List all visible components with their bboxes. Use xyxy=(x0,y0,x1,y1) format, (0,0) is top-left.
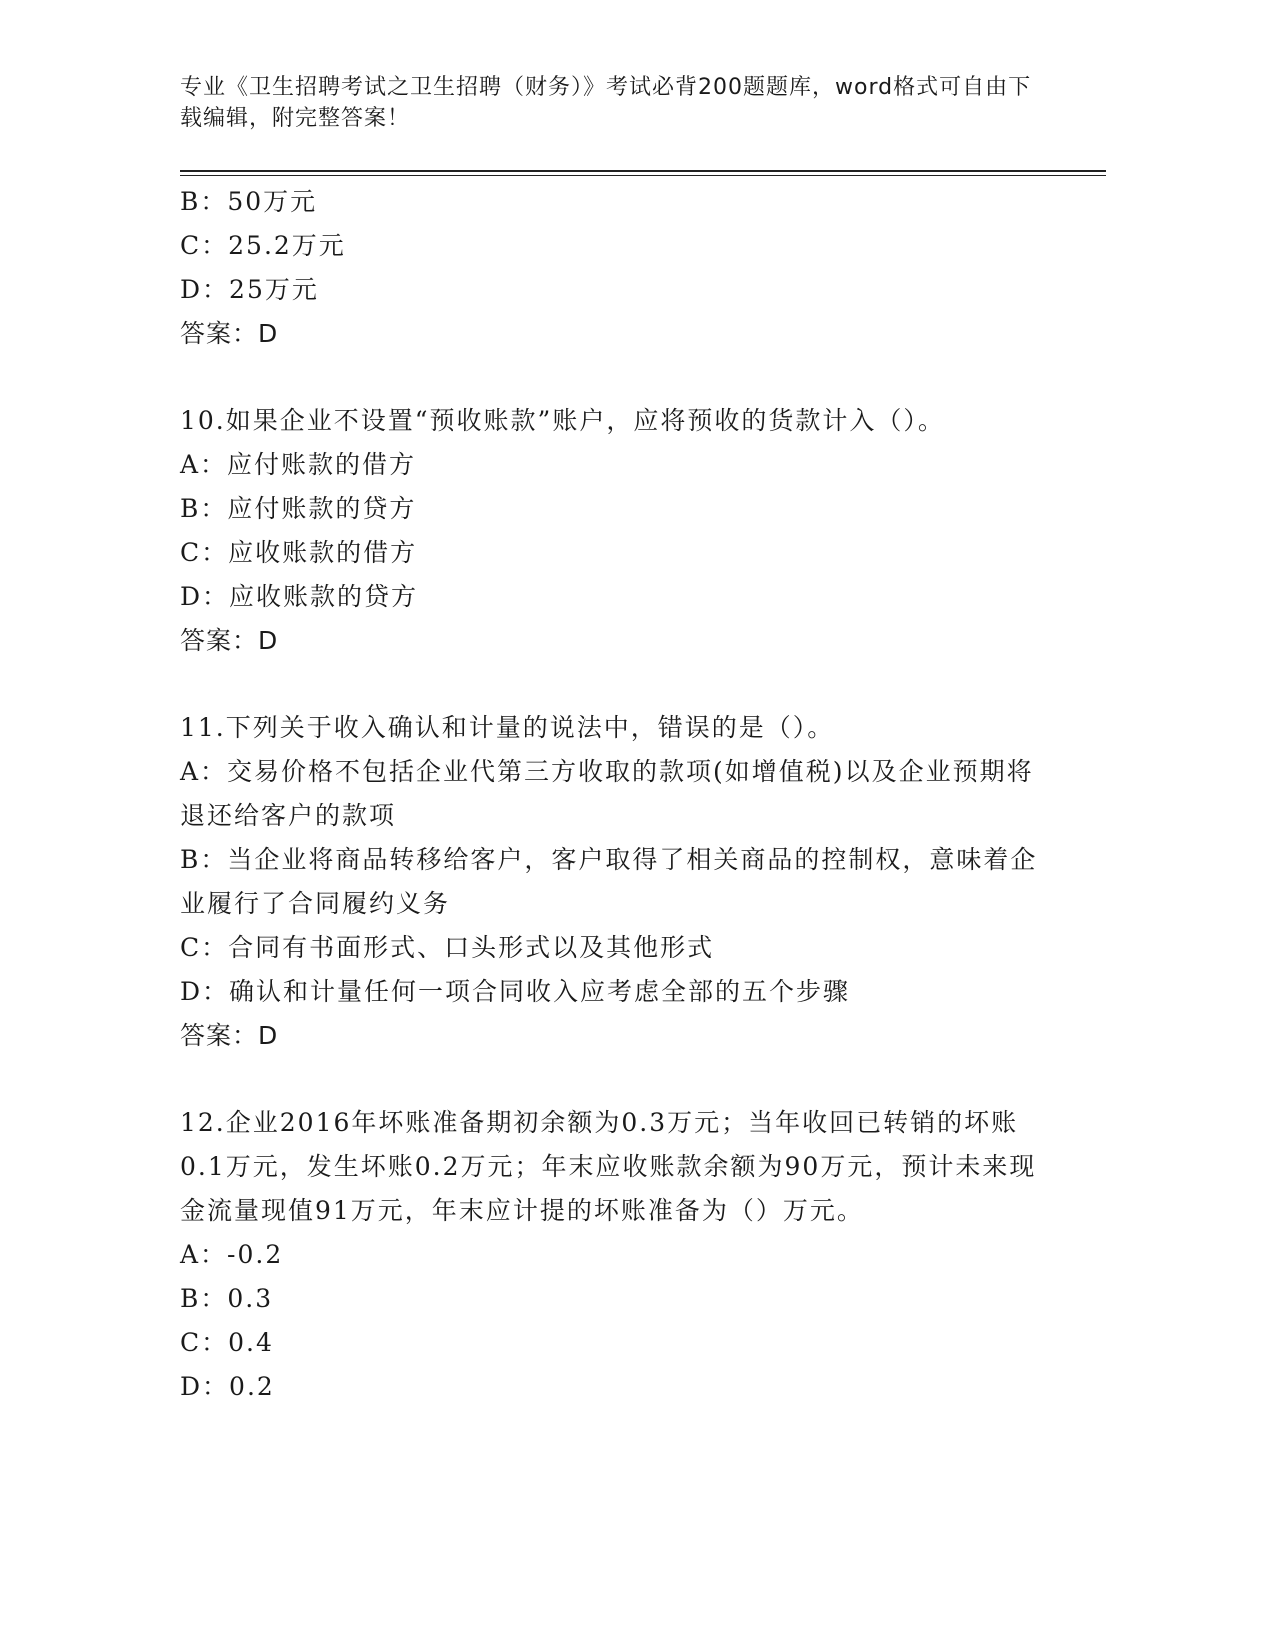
answer: 答案：D xyxy=(180,1021,279,1050)
question-stem: 11.下列关于收入确认和计量的说法中，错误的是（）。 xyxy=(180,713,835,742)
question-stem: 10.如果企业不设置“预收账款”账户，应将预收的货款计入（）。 xyxy=(180,406,945,435)
option-d: D：0.2 xyxy=(180,1372,275,1401)
option-b: B：0.3 xyxy=(180,1284,274,1313)
question-10 xyxy=(180,399,1040,663)
question-list xyxy=(180,180,1040,1409)
question-11 xyxy=(180,706,1040,1058)
header-divider xyxy=(180,170,1106,176)
question-stem: 12.企业2016年坏账准备期初余额为0.3万元；当年收回已转销的坏账0.1万元，发生坏账0.2万元；年末应收账款余额为90万元，预计未来现金流量现值91万元，年末应计提的坏账准备为（）万元。 xyxy=(180,1108,1037,1225)
document-header: 专业《卫生招聘考试之卫生招聘（财务）》考试必背200题题库，word格式可自由下载编辑，附完整答案！ xyxy=(180,75,1032,131)
option-c: C：25.2万元 xyxy=(180,231,346,260)
option-d: D：确认和计量任何一项合同收入应考虑全部的五个步骤 xyxy=(180,977,851,1006)
option-d: D：应收账款的贷方 xyxy=(180,582,419,611)
answer: 答案：D xyxy=(180,319,279,348)
option-a: A：-0.2 xyxy=(180,1240,284,1269)
option-c: C：合同有书面形式、口头形式以及其他形式 xyxy=(180,933,715,962)
option-a: A：交易价格不包括企业代第三方收取的款项(如增值税)以及企业预期将退还给客户的款项 xyxy=(180,757,1034,830)
option-c: C：应收账款的借方 xyxy=(180,538,418,567)
option-d: D：25万元 xyxy=(180,275,319,304)
question-9 xyxy=(180,180,1040,356)
option-b: B：应付账款的贷方 xyxy=(180,494,417,523)
question-12 xyxy=(180,1101,1040,1409)
option-c: C：0.4 xyxy=(180,1328,274,1357)
option-b: B：50万元 xyxy=(180,187,318,216)
answer: 答案：D xyxy=(180,626,279,655)
option-a: A：应付账款的借方 xyxy=(180,450,417,479)
option-b: B：当企业将商品转移给客户，客户取得了相关商品的控制权，意味着企业履行了合同履约义务 xyxy=(180,845,1038,918)
